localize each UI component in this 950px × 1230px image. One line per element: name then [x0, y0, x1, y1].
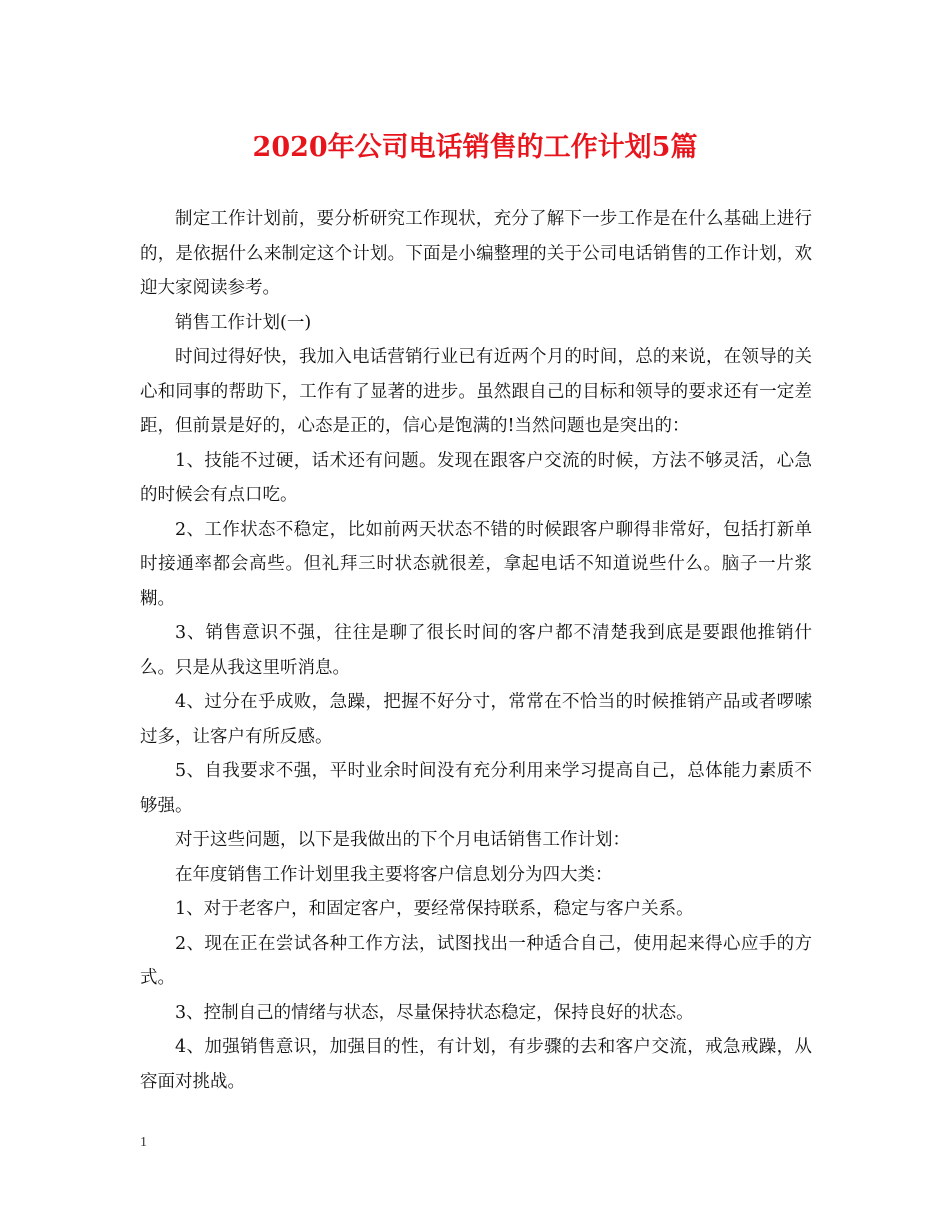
list-item-plan-4: 4、加强销售意识，加强目的性，有计划，有步骤的去和客户交流，戒急戒躁，从容面对挑战。 [140, 1037, 812, 1092]
page-number: 1 [140, 1135, 147, 1150]
body-paragraph: 时间过得好快，我加入电话营销行业已有近两个月的时间，总的来说，在领导的关心和同事的帮助下，工作有了显著的进步。虽然跟自己的目标和领导的要求还有一定差距，但前景是好的，心态是正的，信心是饱满的!当然问题也是突出的： [140, 347, 812, 436]
list-item-plan-2: 2、现在正在尝试各种工作方法，试图找出一种适合自己，使用起来得心应手的方式。 [140, 933, 812, 988]
list-item-problem-3: 3、销售意识不强，往往是聊了很长时间的客户都不清楚我到底是要跟他推销什么。只是从我这里听消息。 [140, 623, 812, 678]
list-item-plan-3: 3、控制自己的情绪与状态，尽量保持状态稳定，保持良好的状态。 [175, 1002, 694, 1023]
intro-paragraph: 制定工作计划前，要分析研究工作现状，充分了解下一步工作是在什么基础上进行的，是依据什么来制定这个计划。下面是小编整理的关于公司电话销售的工作计划，欢迎大家阅读参考。 [140, 209, 812, 298]
list-item-problem-1: 1、技能不过硬，话术还有问题。发现在跟客户交流的时候，方法不够灵活，心急的时候会有点口吃。 [140, 450, 812, 505]
document-body [140, 202, 812, 1099]
document-title: 2020年公司电话销售的工作计划5篇 [252, 132, 698, 163]
list-item-problem-2: 2、工作状态不稳定，比如前两天状态不错的时候跟客户聊得非常好，包括打新单时接通率都会高些。但礼拜三时状态就很差，拿起电话不知道说些什么。脑子一片浆糊。 [140, 519, 812, 609]
section-heading: 销售工作计划(一) [175, 312, 312, 333]
list-item-problem-4: 4、过分在乎成败，急躁，把握不好分寸，常常在不恰当的时候推销产品或者啰嗦过多，让客户有所反感。 [140, 692, 812, 747]
list-item-plan-1: 1、对于老客户，和固定客户，要经常保持联系，稳定与客户关系。 [175, 899, 694, 919]
list-item-problem-5: 5、自我要求不强，平时业余时间没有充分利用来学习提高自己，总体能力素质不够强。 [140, 761, 812, 816]
body-paragraph: 对于这些问题，以下是我做出的下个月电话销售工作计划： [175, 830, 630, 850]
body-paragraph: 在年度销售工作计划里我主要将客户信息划分为四大类： [175, 864, 613, 885]
